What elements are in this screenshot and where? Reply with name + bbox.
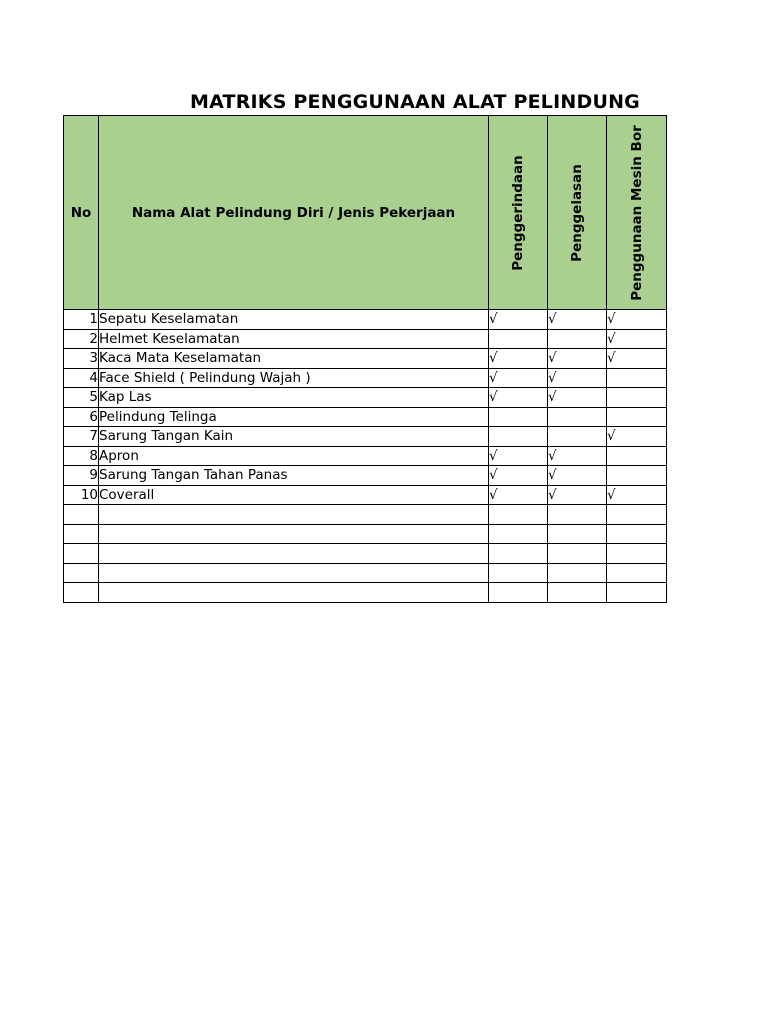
check-welding-cell: √ bbox=[548, 310, 607, 330]
check-welding-cell: √ bbox=[548, 368, 607, 388]
check-grinding-cell: √ bbox=[489, 368, 548, 388]
check-welding-cell bbox=[548, 427, 607, 447]
table-body bbox=[64, 310, 667, 603]
ppe-name-cell: Apron bbox=[99, 446, 489, 466]
check-grinding-cell bbox=[489, 544, 548, 564]
row-number-cell: 4 bbox=[64, 368, 99, 388]
header-job-grinding bbox=[489, 116, 548, 310]
ppe-name-cell: Helmet Keselamatan bbox=[99, 329, 489, 349]
ppe-name-cell: Coverall bbox=[99, 485, 489, 505]
ppe-name-cell: Face Shield ( Pelindung Wajah ) bbox=[99, 368, 489, 388]
check-grinding-cell bbox=[489, 505, 548, 525]
check-drilling-cell bbox=[607, 368, 667, 388]
ppe-name-cell bbox=[99, 505, 489, 525]
check-drilling-cell bbox=[607, 446, 667, 466]
check-welding-cell bbox=[548, 563, 607, 583]
row-number-cell bbox=[64, 505, 99, 525]
check-grinding-cell: √ bbox=[489, 485, 548, 505]
check-grinding-cell bbox=[489, 407, 548, 427]
check-welding-cell: √ bbox=[548, 349, 607, 369]
table-row bbox=[64, 446, 667, 466]
row-number-cell bbox=[64, 583, 99, 603]
check-drilling-cell bbox=[607, 544, 667, 564]
table-row bbox=[64, 349, 667, 369]
ppe-name-cell bbox=[99, 583, 489, 603]
table-row bbox=[64, 544, 667, 564]
table-row bbox=[64, 563, 667, 583]
ppe-name-cell bbox=[99, 563, 489, 583]
row-number-cell: 6 bbox=[64, 407, 99, 427]
row-number-cell: 1 bbox=[64, 310, 99, 330]
check-drilling-cell bbox=[607, 407, 667, 427]
check-grinding-cell: √ bbox=[489, 466, 548, 486]
check-welding-cell bbox=[548, 407, 607, 427]
check-welding-cell: √ bbox=[548, 446, 607, 466]
table-row bbox=[64, 524, 667, 544]
page-title: MATRIKS PENGGUNAAN ALAT PELINDUNG bbox=[190, 91, 640, 113]
table-row bbox=[64, 505, 667, 525]
check-grinding-cell bbox=[489, 583, 548, 603]
check-drilling-cell bbox=[607, 505, 667, 525]
check-welding-cell: √ bbox=[548, 466, 607, 486]
check-grinding-cell: √ bbox=[489, 349, 548, 369]
table-row bbox=[64, 427, 667, 447]
table-row bbox=[64, 485, 667, 505]
row-number-cell: 9 bbox=[64, 466, 99, 486]
header-job-welding bbox=[548, 116, 607, 310]
check-welding-cell bbox=[548, 583, 607, 603]
check-grinding-cell: √ bbox=[489, 310, 548, 330]
table-header-row bbox=[64, 116, 667, 310]
ppe-name-cell bbox=[99, 544, 489, 564]
table-row bbox=[64, 466, 667, 486]
ppe-name-cell bbox=[99, 524, 489, 544]
header-ppe-name: Nama Alat Pelindung Diri / Jenis Pekerjaan bbox=[99, 116, 489, 310]
check-drilling-cell: √ bbox=[607, 310, 667, 330]
check-grinding-cell: √ bbox=[489, 446, 548, 466]
row-number-cell bbox=[64, 563, 99, 583]
check-welding-cell: √ bbox=[548, 388, 607, 408]
check-welding-cell bbox=[548, 329, 607, 349]
header-no: No bbox=[64, 116, 99, 310]
check-grinding-cell bbox=[489, 427, 548, 447]
check-drilling-cell: √ bbox=[607, 427, 667, 447]
row-number-cell bbox=[64, 524, 99, 544]
row-number-cell: 2 bbox=[64, 329, 99, 349]
row-number-cell: 3 bbox=[64, 349, 99, 369]
header-job-grinding-label: Penggerindaan bbox=[510, 154, 526, 271]
check-welding-cell bbox=[548, 524, 607, 544]
ppe-name-cell: Sepatu Keselamatan bbox=[99, 310, 489, 330]
table-row bbox=[64, 329, 667, 349]
header-job-drilling-label: Penggunaan Mesin Bor bbox=[628, 124, 645, 301]
check-drilling-cell: √ bbox=[607, 349, 667, 369]
check-drilling-cell bbox=[607, 388, 667, 408]
row-number-cell: 10 bbox=[64, 485, 99, 505]
check-drilling-cell bbox=[607, 583, 667, 603]
ppe-name-cell: Kap Las bbox=[99, 388, 489, 408]
check-grinding-cell: √ bbox=[489, 388, 548, 408]
table-row bbox=[64, 407, 667, 427]
ppe-matrix-table bbox=[63, 115, 667, 603]
row-number-cell: 7 bbox=[64, 427, 99, 447]
check-welding-cell bbox=[548, 544, 607, 564]
header-job-drilling bbox=[607, 116, 667, 310]
check-welding-cell bbox=[548, 505, 607, 525]
check-drilling-cell: √ bbox=[607, 485, 667, 505]
table-row bbox=[64, 388, 667, 408]
row-number-cell: 5 bbox=[64, 388, 99, 408]
check-grinding-cell bbox=[489, 329, 548, 349]
table-row bbox=[64, 368, 667, 388]
check-grinding-cell bbox=[489, 563, 548, 583]
check-drilling-cell bbox=[607, 563, 667, 583]
check-welding-cell: √ bbox=[548, 485, 607, 505]
table-row bbox=[64, 310, 667, 330]
table-row bbox=[64, 583, 667, 603]
header-job-welding-label: Penggelasan bbox=[569, 163, 585, 262]
ppe-name-cell: Pelindung Telinga bbox=[99, 407, 489, 427]
check-drilling-cell bbox=[607, 466, 667, 486]
check-grinding-cell bbox=[489, 524, 548, 544]
ppe-name-cell: Kaca Mata Keselamatan bbox=[99, 349, 489, 369]
check-drilling-cell bbox=[607, 524, 667, 544]
row-number-cell: 8 bbox=[64, 446, 99, 466]
ppe-name-cell: Sarung Tangan Tahan Panas bbox=[99, 466, 489, 486]
row-number-cell bbox=[64, 544, 99, 564]
check-drilling-cell: √ bbox=[607, 329, 667, 349]
ppe-name-cell: Sarung Tangan Kain bbox=[99, 427, 489, 447]
